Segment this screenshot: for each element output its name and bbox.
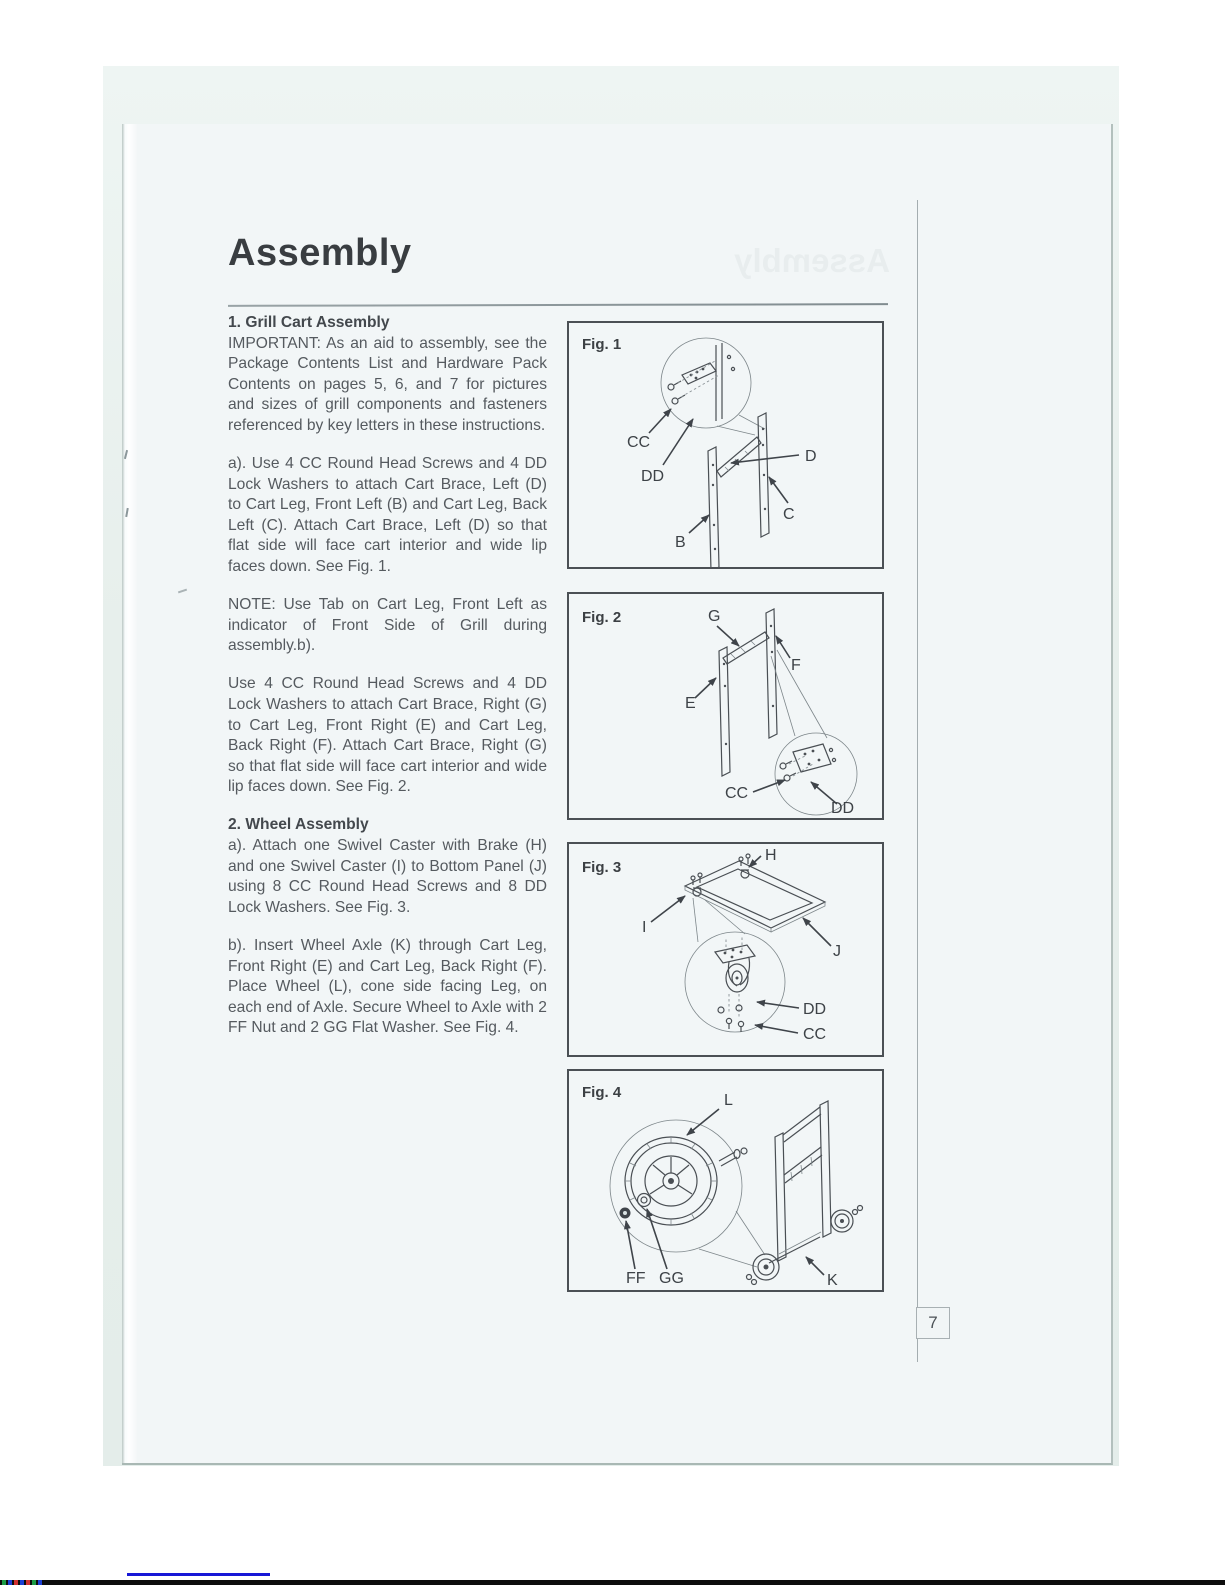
part-label-ff: FF <box>626 1270 646 1287</box>
part-label-cc: CC <box>725 785 749 802</box>
paragraph-step-1a: a). Use 4 CC Round Head Screws and 4 DD Lock Washers to attach Cart Brace, Left (D) to Cart Leg, Front Left (B) and Cart Leg, Back Left (C). Attach Cart Brace, Left (D) so that flat side will face cart interior and wide lip faces down. See Fig. 1. <box>228 455 547 576</box>
figure-1-box <box>567 321 884 569</box>
part-label-cc: CC <box>627 434 651 451</box>
section-heading-wheel: 2. Wheel Assembly <box>228 816 369 834</box>
figure-4-box <box>567 1069 884 1292</box>
page-number-box <box>916 1307 950 1339</box>
section-heading-grill-cart: 1. Grill Cart Assembly <box>228 314 390 331</box>
part-label-cc: CC <box>803 1026 827 1043</box>
figure-4-caption: Fig. 4 <box>582 1084 622 1101</box>
cart-leg-front <box>775 1133 786 1261</box>
detail-circle <box>661 338 751 428</box>
cart-leg-front-right <box>719 647 730 776</box>
scan-artifact-dash <box>8 1580 12 1585</box>
figure-2-box <box>567 592 884 820</box>
scan-speck <box>124 450 128 459</box>
gg-washer <box>638 1194 651 1207</box>
figure-2-caption: Fig. 2 <box>582 609 622 626</box>
page-number: 7 <box>928 1313 938 1332</box>
part-label-f: F <box>791 657 801 674</box>
part-label-i: I <box>642 919 647 936</box>
part-label-h: H <box>765 847 777 864</box>
figure-2-illustration <box>569 594 882 818</box>
part-label-b: B <box>675 534 686 551</box>
part-label-gg: GG <box>659 1270 684 1287</box>
scan-artifact-dash <box>14 1580 18 1585</box>
scan-artifact-dash <box>2 1580 6 1585</box>
part-label-k: K <box>827 1272 838 1289</box>
figure-1-caption: Fig. 1 <box>582 336 622 353</box>
part-label-dd: DD <box>641 468 665 485</box>
column-divider-line <box>917 200 918 1362</box>
instructions-column <box>228 313 547 1056</box>
bleedthrough-text: Assembly <box>734 242 890 279</box>
figure-1-illustration <box>569 323 882 567</box>
scan-artifact-dash <box>32 1580 36 1585</box>
part-label-d: D <box>805 448 817 465</box>
part-label-j: J <box>833 943 841 960</box>
figure-4-illustration <box>569 1071 882 1290</box>
paragraph-note: NOTE: Use Tab on Cart Leg, Front Left as indicator of Front Side of Grill during assembly.b). <box>228 596 547 655</box>
page-title: Assembly <box>228 232 412 274</box>
scan-artifact-dash <box>20 1580 24 1585</box>
detail-circle <box>610 1120 742 1252</box>
cart-leg-back-right <box>766 609 777 738</box>
figure-3-illustration <box>569 844 882 1055</box>
part-label-dd: DD <box>831 800 855 817</box>
manual-page <box>122 124 1113 1465</box>
scan-artifact-dash <box>26 1580 30 1585</box>
cart-leg-back <box>820 1101 831 1237</box>
scan-speck <box>125 508 129 517</box>
part-label-l: L <box>724 1092 733 1109</box>
scan-artifact-bottom-bar <box>0 1580 1225 1585</box>
paragraph-step-1b: Use 4 CC Round Head Screws and 4 DD Lock Washers to attach Cart Brace, Right (G) to Cart Leg, Front Right (E) and Cart Leg, Back Right (F). Attach Cart Brace, Right (G) so that flat side will face cart interior and wide lip faces down. See Fig. 2. <box>228 675 547 796</box>
title-rule <box>228 303 888 307</box>
paragraph-important: IMPORTANT: As an aid to assembly, see the Package Contents List and Hardware Pack Contents on pages 5, 6, and 7 for pictures and sizes of grill components and fasteners referenced by key letters in these instructions. <box>228 334 547 434</box>
cart-brace-left <box>717 437 761 477</box>
part-label-g: G <box>708 608 721 625</box>
scan-speck <box>178 589 187 594</box>
part-label-c: C <box>783 506 795 523</box>
paragraph-step-2b: b). Insert Wheel Axle (K) through Cart Leg, Front Right (E) and Cart Leg, Back Right (F). Place Wheel (L), cone side facing Leg, on each end of Axle. Secure Wheel to Axle with 2 FF Nut and 2 GG Flat Washer. See Fig. 4. <box>228 936 547 1037</box>
figure-3-box <box>567 842 884 1057</box>
figure-3-caption: Fig. 3 <box>582 859 622 876</box>
part-label-dd: DD <box>803 1001 827 1018</box>
part-label-e: E <box>685 695 696 712</box>
paragraph-step-2a: a). Attach one Swivel Caster with Brake (H) and one Swivel Caster (I) to Bottom Panel (J) using 8 CC Round Head Screws and 8 DD Lock Washers. See Fig. 3. <box>228 837 547 916</box>
detail-circle <box>685 932 785 1032</box>
scan-artifact-blue-line <box>127 1573 270 1576</box>
scan-artifact-dash <box>38 1580 42 1585</box>
